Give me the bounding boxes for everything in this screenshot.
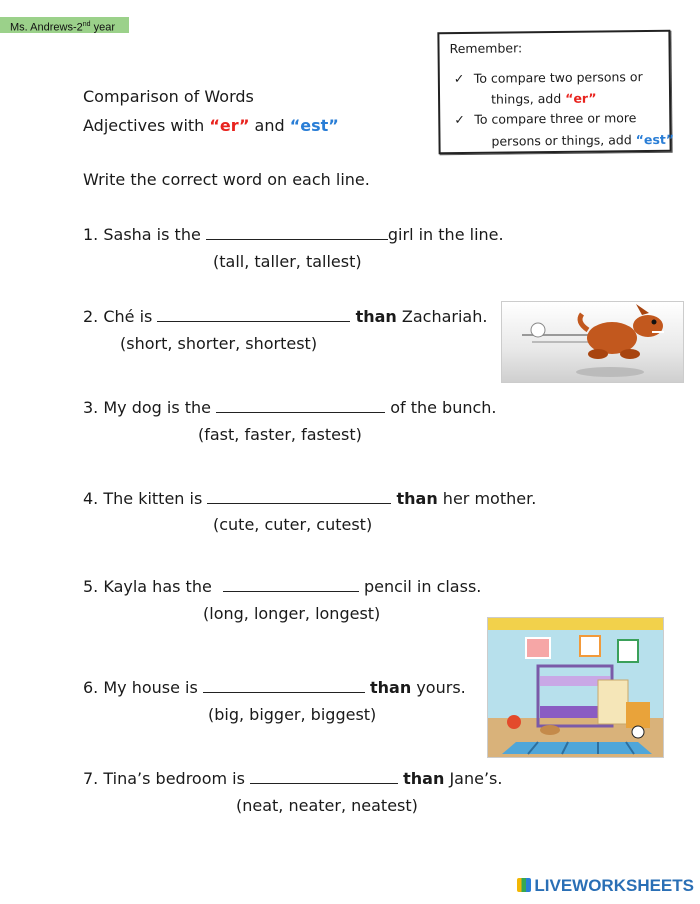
answer-blank-4[interactable] <box>207 489 391 504</box>
logo-icon <box>517 878 531 892</box>
instructions: Write the correct word on each line. <box>83 170 370 189</box>
question-6: 6. My house is than yours. <box>83 678 466 697</box>
bunk-bed-bedroom-image <box>487 617 664 758</box>
header-tag: Ms. Andrews-2nd year <box>0 17 129 33</box>
liveworksheets-logo: LIVEWORKSHEETS <box>517 876 694 896</box>
est-label: “est” <box>289 116 339 135</box>
options-6: (big, bigger, biggest) <box>208 705 377 724</box>
check-icon: ✓ <box>454 111 465 128</box>
running-dog-image <box>501 301 684 383</box>
question-4: 4. The kitten is than her mother. <box>83 489 537 508</box>
answer-blank-7[interactable] <box>250 769 398 784</box>
question-3: 3. My dog is the of the bunch. <box>83 398 497 417</box>
rule-est-cont: persons or things, add “est” <box>491 131 675 149</box>
question-5: 5. Kayla has the pencil in class. <box>83 577 482 596</box>
remember-box <box>437 30 675 154</box>
answer-blank-5[interactable] <box>223 577 359 592</box>
er-label: “er” <box>209 116 250 135</box>
options-3: (fast, faster, fastest) <box>198 425 362 444</box>
remember-title: Remember: <box>449 40 523 57</box>
options-7: (neat, neater, neatest) <box>236 796 418 815</box>
worksheet-subtitle: Adjectives with “er” and “est” <box>83 116 339 135</box>
check-icon: ✓ <box>453 70 465 87</box>
rule-er-cont: things, add “er” <box>490 90 597 107</box>
options-4: (cute, cuter, cutest) <box>213 515 373 534</box>
answer-blank-1[interactable] <box>206 225 388 240</box>
question-2: 2. Ché is than Zachariah. <box>83 307 488 326</box>
question-7: 7. Tina’s bedroom is than Jane’s. <box>83 769 503 788</box>
options-5: (long, longer, longest) <box>203 604 381 623</box>
answer-blank-3[interactable] <box>216 398 385 413</box>
worksheet-title: Comparison of Words <box>83 87 254 106</box>
answer-blank-2[interactable] <box>157 307 350 322</box>
rule-er: ✓ To compare two persons or <box>454 66 643 89</box>
question-1: 1. Sasha is the girl in the line. <box>83 225 504 244</box>
options-2: (short, shorter, shortest) <box>120 334 318 353</box>
rule-est: ✓ To compare three or more <box>454 107 636 130</box>
options-1: (tall, taller, tallest) <box>213 252 362 271</box>
answer-blank-6[interactable] <box>203 678 365 693</box>
